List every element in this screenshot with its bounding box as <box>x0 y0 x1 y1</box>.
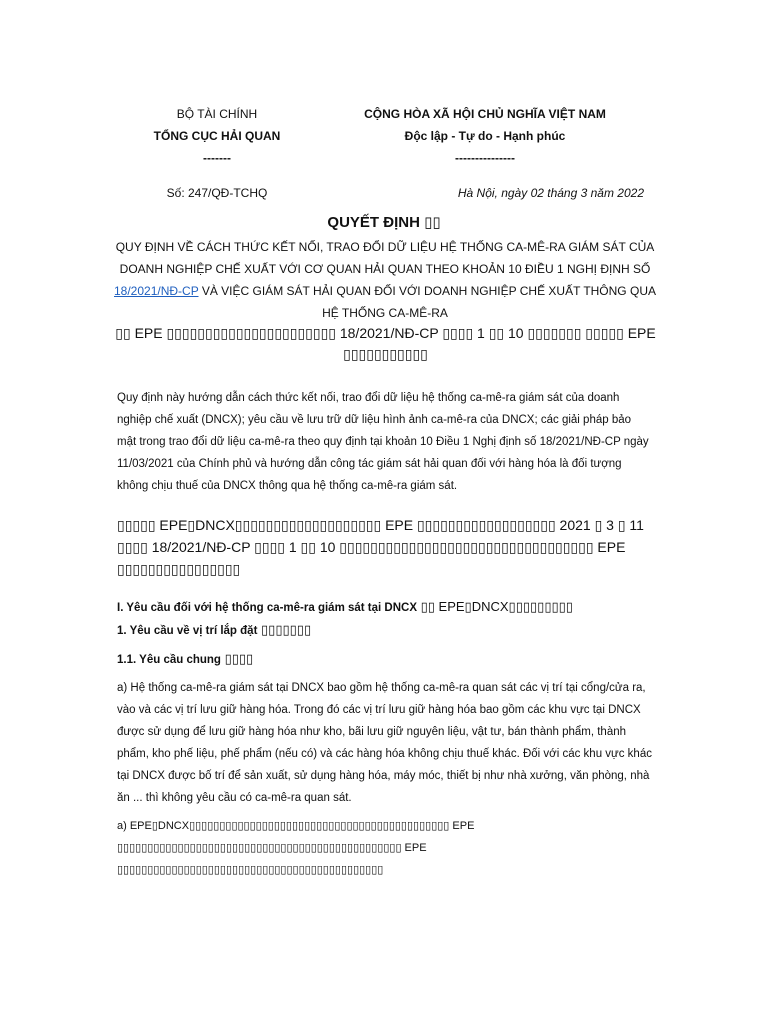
national-motto: Độc lập - Tự do - Hạnh phúc <box>404 129 566 143</box>
section-heading-translation: ▯▯ EPE▯DNCX▯▯▯▯▯▯▯▯▯ <box>417 599 573 614</box>
place-and-date: Hà Nội, ngày 02 tháng 3 năm 2022 <box>457 186 644 200</box>
subsubsection-heading-translation: ▯▯▯▯ <box>220 651 254 666</box>
subtitle-text-2: VÀ VIỆC GIÁM SÁT HẢI QUAN ĐỐI VỚI DOANH NGHIỆP CHẾ XUẤT THÔNG QUA HỆ THỐNG CA-MÊ-RA <box>198 284 656 320</box>
document-number: Số: 247/QĐ-TCHQ <box>166 186 268 200</box>
document-subtitle <box>110 236 660 324</box>
title-translation: ▯▯ EPE ▯▯▯▯▯▯▯▯▯▯▯▯▯▯▯▯▯▯▯▯▯▯ 18/2021/NĐ-CP ▯▯▯▯ 1 ▯▯ 10 ▯▯▯▯▯▯▯ ▯▯▯▯▯ EPE ▯▯▯▯▯▯▯▯▯▯▯ <box>115 325 656 362</box>
subtitle-text-1: QUY ĐỊNH VỀ CÁCH THỨC KẾT NỐI, TRAO ĐỔI DỮ LIỆU HỆ THỐNG CA-MÊ-RA GIÁM SÁT CỦA DOANH NGHIỆP CHẾ XUẤT VỚI CƠ QUAN HẢI QUAN THEO KHOẢN 10 ĐIỀU 1 NGHỊ ĐỊNH SỐ <box>115 240 655 276</box>
subsection-heading-translation: ▯▯▯▯▯▯▯ <box>257 622 312 637</box>
department-name: TỔNG CỤC HẢI QUAN <box>153 129 281 143</box>
section-heading <box>117 599 657 615</box>
decree-link[interactable]: 18/2021/NĐ-CP <box>114 284 199 298</box>
subsubsection-heading-text: 1.1. Yêu cầu chung <box>117 654 221 666</box>
subsection-heading-text: 1. Yêu cầu về vị trí lắp đặt <box>117 625 258 637</box>
right-divider: --------------- <box>455 151 515 165</box>
ministry-name: BỘ TÀI CHÍNH <box>176 107 258 121</box>
paragraph-a-translation: a) EPE▯DNCX▯▯▯▯▯▯▯▯▯▯▯▯▯▯▯▯▯▯▯▯▯▯▯▯▯▯▯▯▯▯▯▯▯▯▯▯▯▯▯▯▯▯▯ EPE ▯▯▯▯▯▯▯▯▯▯▯▯▯▯▯▯▯▯▯▯▯▯▯▯▯▯▯▯▯▯▯▯▯▯▯▯▯▯▯▯▯▯▯▯▯▯▯ EPE ▯▯▯▯▯▯▯▯▯▯▯▯▯▯▯▯▯▯▯▯▯▯▯▯▯▯▯▯▯▯▯▯▯▯▯▯▯▯▯▯▯▯▯▯ <box>117 820 475 876</box>
republic-name: CỘNG HÒA XÃ HỘI CHỦ NGHĨA VIỆT NAM <box>364 107 606 121</box>
left-divider: ------- <box>203 151 231 165</box>
subsubsection-heading <box>117 651 657 667</box>
subsection-heading <box>117 622 657 638</box>
section-heading-text: I. Yêu cầu đối với hệ thống ca-mê-ra giám sát tại DNCX <box>117 602 418 614</box>
intro-paragraph: Quy định này hướng dẫn cách thức kết nối, trao đổi dữ liệu hệ thống ca-mê-ra giám sát của doanh nghiệp chế xuất (DNCX); yêu cầu về lưu trữ dữ liệu hình ảnh ca-mê-ra của DNCX; các giải pháp bảo mật trong trao đổi dữ liệu ca-mê-ra theo quy định tại khoản 10 Điều 1 Nghị định số 18/2021/NĐ-CP ngày 11/03/2021 của Chính phủ và hướng dẫn công tác giám sát hải quan đối với hàng hóa là đối tượng không chịu thuế của DNCX thông qua hệ thống ca-mê-ra giám sát. <box>117 392 649 492</box>
document-title: QUYẾT ĐỊNH ▯▯ <box>327 214 441 231</box>
intro-translation: ▯▯▯▯▯ EPE▯DNCX▯▯▯▯▯▯▯▯▯▯▯▯▯▯▯▯▯▯▯ EPE ▯▯▯▯▯▯▯▯▯▯▯▯▯▯▯▯▯▯ 2021 ▯ 3 ▯ 11 ▯▯▯▯ 18/2021/NĐ-CP ▯▯▯▯ 1 ▯▯ 10 ▯▯▯▯▯▯▯▯▯▯▯▯▯▯▯▯▯▯▯▯▯▯▯▯▯▯▯▯▯▯▯▯▯ EPE ▯▯▯▯▯▯▯▯▯▯▯▯▯▯▯▯ <box>117 517 644 577</box>
paragraph-a: a) Hệ thống ca-mê-ra giám sát tại DNCX bao gồm hệ thống ca-mê-ra quan sát các vị trí tại cổng/cửa ra, vào và các vị trí lưu giữ hàng hóa. Trong đó các vị trí lưu giữ hàng hóa bao gồm các khu vực tại DNCX được sử dụng để lưu giữ hàng hóa như kho, bãi lưu giữ nguyên liệu, vật tư, bán thành phẩm, thành phẩm, kho phế liệu, phế phẩm (nếu có) và các hàng hóa không chịu thuế khác. Đối với các khu vực khác tại DNCX được bố trí để sản xuất, sử dụng hàng hóa, máy móc, thiết bị như nhà xưởng, văn phòng, nhà ăn ... thì không yêu cầu có ca-mê-ra quan sát. <box>117 682 652 804</box>
